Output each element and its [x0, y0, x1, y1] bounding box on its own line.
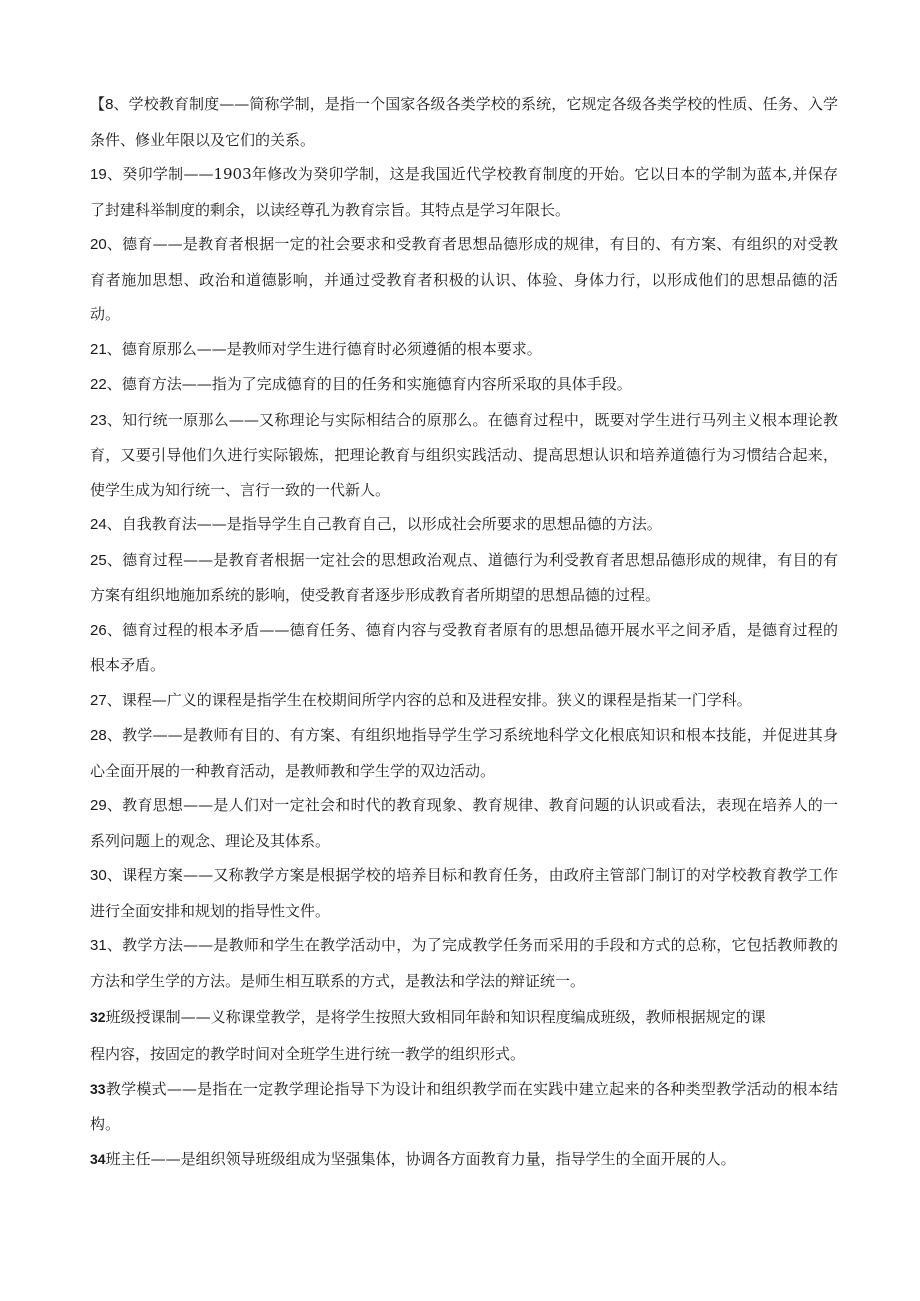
- glossary-entry-32-continued: [90, 1037, 838, 1072]
- entry-text: 课程—广义的课程是指学生在校期间所学内容的总和及进程安排。狭义的课程是指某一门学科。: [121, 690, 752, 709]
- glossary-entry: [90, 858, 838, 928]
- glossary-entry: [90, 157, 838, 227]
- glossary-entry: [90, 718, 838, 788]
- entry-text: 教学模式——是指在一定教学理论指导下为设计和组织教学而在实践中建立起来的各种类型教学活动的根本结构。: [90, 1080, 838, 1133]
- entry-text-line2: 程内容，按固定的教学时间对全班学生进行统一教学的组织形式。: [90, 1044, 526, 1063]
- glossary-entry: [90, 403, 838, 508]
- entry-text: 教学方法——是教师和学生在教学活动中，为了完成教学任务而采用的手段和方式的总称，它包括教师教的方法和学生学的方法。是师生相互联系的方式，是教法和学法的辩证统一。: [90, 936, 838, 990]
- entry-text: 德育原那么——是教师对学生进行德育时必须遵循的根本要求。: [121, 339, 542, 358]
- entry-text: 教学——是教师有目的、有方案、有组织地指导学生学习系统地科学文化根底知识和根本技能，并促进其身心全面开展的一种教育活动，是教师教和学生学的双边活动。: [90, 726, 838, 780]
- entry-text: 知行统一原那么——又称理论与实际相结合的原那么。在德育过程中，既要对学生进行马列主义根本理论教育，又要引导他们久进行实际锻炼，把理论教育与组织实践活动、提高思想认识和培养道德行为习惯结合起来，使学生成为知行统一、言行一致的一代新人。: [90, 410, 838, 499]
- entry-number: 22、: [90, 376, 122, 393]
- glossary-entry: [90, 683, 838, 719]
- entry-number: 24、: [90, 516, 122, 533]
- entry-text: 课程方案——又称教学方案是根据学校的培养目标和教育任务，由政府主管部门制订的对学校教育教学工作进行全面安排和规划的指导性文件。: [90, 866, 838, 920]
- glossary-entry: [90, 928, 838, 998]
- glossary-entry: [90, 613, 838, 683]
- entry-number: 【8、: [90, 96, 129, 113]
- entry-number: 26、: [90, 621, 123, 639]
- entry-number: 31、: [90, 937, 123, 954]
- entry-text: 德育过程的根本矛盾——德育任务、德育内容与受教育者原有的思想品德开展水平之间矛盾，是德育过程的根本矛盾。: [90, 620, 838, 674]
- glossary-entry-32: [90, 1000, 838, 1035]
- document-page: [90, 87, 838, 1177]
- entry-number: 29、: [90, 797, 123, 814]
- entry-text: 自我教育法——是指导学生自己教育自己，以形成社会所要求的思想品德的方法。: [121, 515, 662, 533]
- entry-number: 30、: [90, 867, 123, 884]
- glossary-entry: [90, 227, 838, 332]
- glossary-list: [90, 87, 838, 998]
- glossary-entry: [90, 87, 838, 157]
- entry-number: 27、: [90, 691, 122, 709]
- entry-text: 德育过程——是教育者根据一定社会的思想政治观点、道德行为利受教育者思想品德形成的规律，有目的有方案有组织地施加系统的影响，使受教育者逐步形成教育者所期望的思想品德的过程。: [90, 550, 838, 604]
- entry-number: 33: [90, 1081, 106, 1097]
- entry-number: 20、: [90, 236, 123, 253]
- glossary-entry-33: [90, 1072, 838, 1141]
- glossary-entry-34: [90, 1142, 838, 1177]
- glossary-entry: [90, 367, 838, 403]
- entry-text: 班主任——是组织领导班级组成为坚强集体，协调各方面教育力量，指导学生的全面开展的人。: [105, 1150, 736, 1168]
- entry-number: 34: [90, 1151, 106, 1167]
- entry-text: 癸卯学制——1903年修改为癸卯学制，这是我国近代学校教育制度的开始。它以日本的学制为蓝本,并保存了封建科举制度的剩余，以读经尊孔为教育宗旨。其特点是学习年限长。: [90, 165, 838, 219]
- entry-text: 教育思想——是人们对一定社会和时代的教育现象、教育规律、教育问题的认识或看法，表现在培养人的一系列问题上的观念、理论及其体系。: [90, 796, 838, 850]
- entry-number: 28、: [90, 727, 123, 744]
- entry-number: 19、: [90, 166, 123, 183]
- glossary-entry: [90, 332, 838, 368]
- entry-text-line1: 班级授课制——义称课堂教学，是将学生按照大致相同年龄和知识程度编成班级，教师根据规定的课: [105, 1008, 766, 1026]
- entry-text: 学校教育制度——简称学制，是指一个国家各级各类学校的系统，它规定各级各类学校的性质、任务、入学条件、修业年限以及它们的关系。: [90, 95, 838, 149]
- entry-number: 21、: [90, 340, 122, 358]
- glossary-entry: [90, 543, 838, 613]
- entry-text: 德育——是教育者根据一定的社会要求和受教育者思想品德形成的规律，有目的、有方案、有组织的对受教育者施加思想、政治和道德影响，并通过受教育者积极的认识、体验、身体力行，以形成他们的思想品德的活动。: [90, 235, 838, 323]
- glossary-entry: [90, 788, 838, 858]
- entry-number: 23、: [90, 411, 123, 429]
- entry-text: 德育方法——指为了完成德育的目的任务和实施德育内容所采取的具体手段。: [121, 375, 632, 393]
- entry-number: 32: [90, 1009, 106, 1025]
- glossary-entry: [90, 507, 838, 543]
- entry-number: 25、: [90, 551, 123, 569]
